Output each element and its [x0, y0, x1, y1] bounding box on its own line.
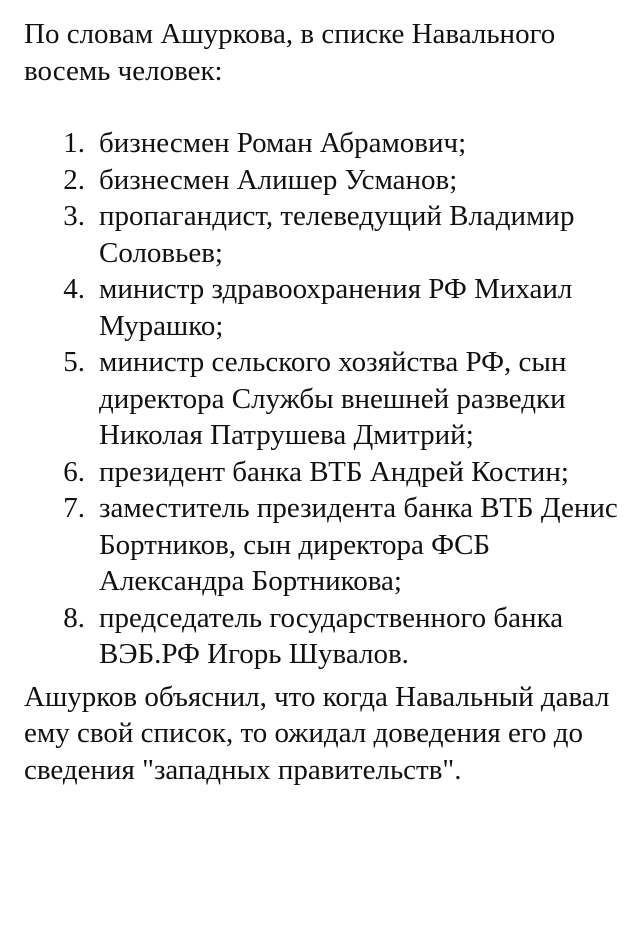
list-text: пропагандист, телеведущий Владимир Соловьев; [99, 200, 575, 269]
list-number: 7. [63, 492, 85, 524]
list-number: 3. [63, 200, 85, 232]
outro-paragraph: Ашурков объяснил, что когда Навальный давал ему свой список, то ожидал доведения его до сведения "западных правительств". [24, 680, 610, 786]
list-text: министр здравоохранения РФ Михаил Мурашко; [99, 273, 573, 342]
list-item [24, 125, 624, 162]
list-text: министр сельского хозяйства РФ, сын директора Службы внешней разведки Николая Патрушева Дмитрий; [99, 346, 567, 451]
list-item [24, 344, 624, 454]
list-text: президент банка ВТБ Андрей Костин; [99, 455, 569, 488]
list-item [24, 600, 624, 673]
list-number: 2. [63, 163, 85, 196]
list-number: 8. [63, 601, 85, 634]
list-number: 4. [63, 273, 85, 305]
list-number: 1. [63, 127, 85, 159]
intro-paragraph: По словам Ашуркова, в списке Навального восемь человек: [24, 18, 556, 87]
list-item [24, 454, 624, 491]
list-item [24, 198, 624, 271]
list-text: бизнесмен Роман Абрамович; [99, 127, 467, 159]
list-item [24, 490, 624, 600]
list-number: 5. [63, 346, 85, 378]
list-number: 6. [63, 455, 85, 488]
list-text: заместитель президента банка ВТБ Денис Бортников, сын директора ФСБ Александра Бортникова; [99, 492, 618, 597]
list-item [24, 271, 624, 344]
list-text: бизнесмен Алишер Усманов; [99, 163, 458, 196]
list-item [24, 162, 624, 199]
names-list [24, 125, 624, 673]
list-text: председатель государственного банка ВЭБ.РФ Игорь Шувалов. [99, 601, 564, 670]
document-body [24, 16, 624, 788]
